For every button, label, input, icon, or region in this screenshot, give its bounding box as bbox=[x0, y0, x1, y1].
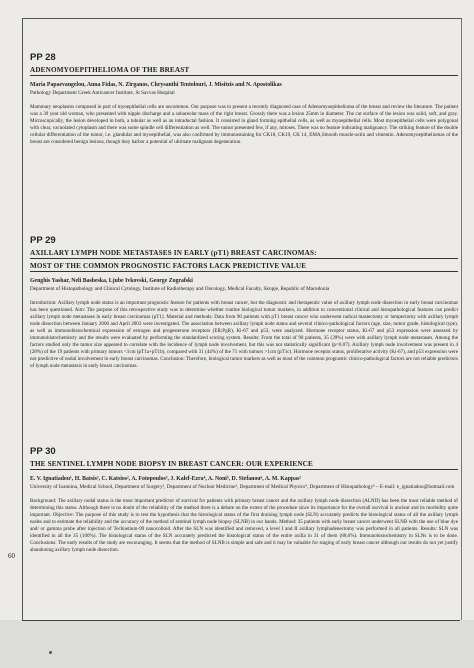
abstract-affiliation: University of Ioannina, Medical School, Department of Surgery², Department of Nuclear Medicine³, Department of Medical Physics⁴, Department of Histopathology⁵ – E-mail: e_ignatiadou@hotmail.com bbox=[30, 484, 455, 490]
abstract-body bbox=[30, 104, 458, 146]
abstract-id: PP 28 bbox=[30, 52, 56, 63]
abstract-title: THE SENTINEL LYMPH NODE BIOPSY IN BREAST CANCER: OUR EXPERIENCE bbox=[30, 460, 458, 470]
binding-mark bbox=[49, 651, 52, 654]
abstract-affiliation: Pathology Department Greek Anticancer Institute, St Savvas Hospital bbox=[30, 90, 175, 96]
abstract-text: Background: The axillary nodal status is the most important predictor of survival for patients with primary breast cancer and the axillary lymph node dissection (ALND) has been the most reliable method of determining this status. Although there is no doubt of the reliability of the method there is a debate on the extent of the procedure since its importance for the overall survival is unclear and its morbidity quite important. Objective: The purpose of this study is to test the hypothesis that the histological status of the first draining lymph node (SLN) accurately predicts the histological status of all the axillary lymph nodes and to estimate the reliability and the accuracy of the method of sentinel lymph node biopsy (SLNB) in our hands. Method: 35 patients with early breast cancer underwent SLNB with the use of blue dye and/ or gamma probe after injection of Technetium-99 nanocolloid. After the SLN was identified and removed, a level I and II axillary lymphadenectomy was performed in all patients. Results: SLN was identified in all the 35 (100%). The histological status of the SLN accurately predicted the histological status of the entire axilla in 31 of them (88,6%). Immunohistochemistry in SLNs is to be done. Conclusions: The early results of the study are encouraging. It seems that the method of SLNB is simple and safe and it may be valuable for staging of early breast cancer although our results do not yet justify abandoning axillary lymph node dissection. bbox=[30, 497, 458, 553]
abstract-title-line-1: AXILLARY LYMPH NODE METASTASES IN EARLY (pT1) BREAST CARCINOMAS: bbox=[30, 249, 458, 259]
abstract-text: Mammary neoplasms composed in part of myoepithelial cells are uncommon. Our purpose was to present a recently diagnosed case of Adenomyoepithelioma of the breast and review the literature. The patient was a 39 year old woman, who presented with nipple discharge and a subareolar mass of the right breast. Grossly there was a lesion 25mm in diameter. The cut surface of the lesion was solid, soft, and gray. Microscopically, the lesion developed in both, a tubular as well as an intraductal fashion. It consisted in gland forming epithelial cells, as well as myoepithelial cells. Most myoepithelial cells were polygonal with clear, vacuolated cytoplasm and there was some spindle cell differentiation as well. The tumor presented few, if any, mitoses. There was no feature indicating malignancy. The striking feature of the double cellular differentiation of the tumor, i.e. glandular and myoepithelial, was also confirmed by immunostaining for CK18, CK19, CK 14, EMA,Smooth muscle-actin and vimentin. Adenomyoepitheliomas of the breast are considered benign lesions, though they harbor a potential of ultimate malignant degeneration. bbox=[30, 103, 458, 145]
abstract-authors: Maria Papaevangelou, Anna Fidas, N. Zirganos, Chrysanthi Tentolouri, J. Misitzis and N. Apostolikas bbox=[30, 82, 282, 88]
abstract-pp29 bbox=[30, 235, 458, 370]
footer-rule bbox=[22, 620, 460, 621]
abstract-affiliation: Department of Histopathology and Clinical Cytology, Institute of Radiotherapy and Oncology, Medical Faculty, Skopje, Republic of Macedonia bbox=[30, 286, 330, 292]
abstract-body bbox=[30, 300, 458, 370]
page-footer-margin bbox=[0, 620, 474, 668]
abstract-pp28 bbox=[30, 52, 458, 146]
page-number: 60 bbox=[8, 552, 15, 560]
abstract-title: ADENOMYOEPITHELIOMA OF THE BREAST bbox=[30, 66, 458, 76]
abstract-authors: E. V. Ignatiadou¹, H. Batsis², C. Katsios², A. Fotopoulos³, J. Kalef-Ezra⁴, A. Noni⁵, D. Stefanou⁶, A. M. Kappas² bbox=[30, 476, 302, 482]
abstract-text: Introduction: Axillary lymph node status is an important prognostic feature for patients with breast cancer, but the diagnostic and therapeutic value of axillary lymph node dissection in early breast carcinomas has been questioned. Aim: The purpose of this retrospective study was to determine whether routine biological tumor markers, in addition to conventional clinical and histopathological features can predict axillary lymph node metastases in early breast carcinomas (pT1). Material and methods: Data from 90 patients with pT1 breast cancer who underwent radical mastectomy or lumpectomy with axillary lymph node dissection between January 2000 and April 2003 were investigated. The association between axillary lymph node status and several clinico-pathological factors (age, size, tumor grade, histological type), as well as immunohistochemical expression of estrogen and progesterone receptors (ER;PgR), Ki-67 and p53, were analyzed. Hormone receptor status, Ki-67 and p53 expression were assessed by immunohistochemistry and the results were evaluated by performing the standardized scoring system. Results: From the total of 90 patients, 35 (39%) were with axillary lymph node metastases. Among the factors studied only the tumor size appeared to correlate with the incidence of lymph node involvement, but this was not statistically significant (p=0.07). Axillary lymph node involvement was present in 4 (28%) of the 19 patients with primary tumors <1cm (pT1a+pT1b), compared with 31 (44%) of the 71 with tumors >1cm (pT1c). Hormone receptor status, proliferative activity (Ki-67), and p53 expression were not predictive of nodal involvement in early breast carcinomas. Conclusion: Therefore, biological tumor markers as well as most of the common prognostic clinico-pathological factors are not reliable predictors of lymph node metastasis in early breast carcinomas. bbox=[30, 299, 458, 369]
abstract-title-line-2: MOST OF THE COMMON PROGNOSTIC FACTORS LACK PREDICTIVE VALUE bbox=[30, 262, 458, 272]
abstract-body bbox=[30, 498, 458, 554]
abstract-id: PP 30 bbox=[30, 446, 56, 457]
abstract-authors: Genghis Yashar, Neli Basheska, Ljube Ivkovski, George Zografski bbox=[30, 278, 193, 284]
abstract-pp30 bbox=[30, 446, 458, 554]
abstract-id: PP 29 bbox=[30, 235, 56, 246]
